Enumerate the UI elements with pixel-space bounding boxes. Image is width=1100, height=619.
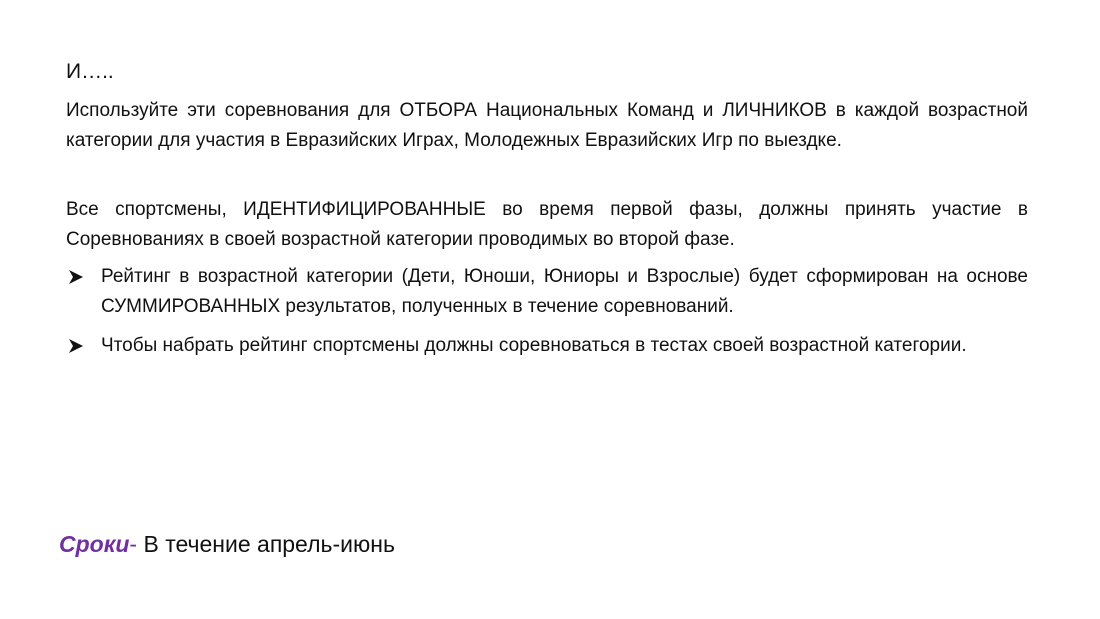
bullet-text: Чтобы набрать рейтинг спортсмены должны соревноваться в тестах своей возрастной категории. [101, 335, 967, 356]
bullet-list [66, 262, 1028, 371]
paragraph-identified-athletes: Все спортсмены, ИДЕНТИФИЦИРОВАННЫЕ во время первой фазы, должны принять участие в Соревнованиях в своей возрастной категории проводимых во второй фазе. [66, 199, 1028, 250]
bullet-text: Рейтинг в возрастной категории (Дети, Юноши, Юниоры и Взрослые) будет сформирован на основе СУММИРОВАННЫХ результатов, полученных в течение соревнований. [101, 266, 1028, 317]
deadline-text: В течение апрель-июнь [137, 531, 395, 557]
arrowhead-bullet-icon [68, 338, 84, 354]
deadline-dash: - [129, 531, 138, 557]
paragraph-selection: Используйте эти соревнования для ОТБОРА Национальных Команд и ЛИЧНИКОВ в каждой возрастной категории для участия в Евразийских Играх, Молодежных Евразийских Игр по выездке. [66, 100, 1028, 151]
deadline-label: Сроки [59, 531, 130, 557]
slide-heading: И….. [66, 60, 114, 83]
bullet-item-rating [66, 262, 1028, 321]
arrowhead-bullet-icon [68, 269, 84, 285]
bullet-item-compete-tests [66, 331, 1028, 361]
deadline-line [59, 528, 395, 560]
